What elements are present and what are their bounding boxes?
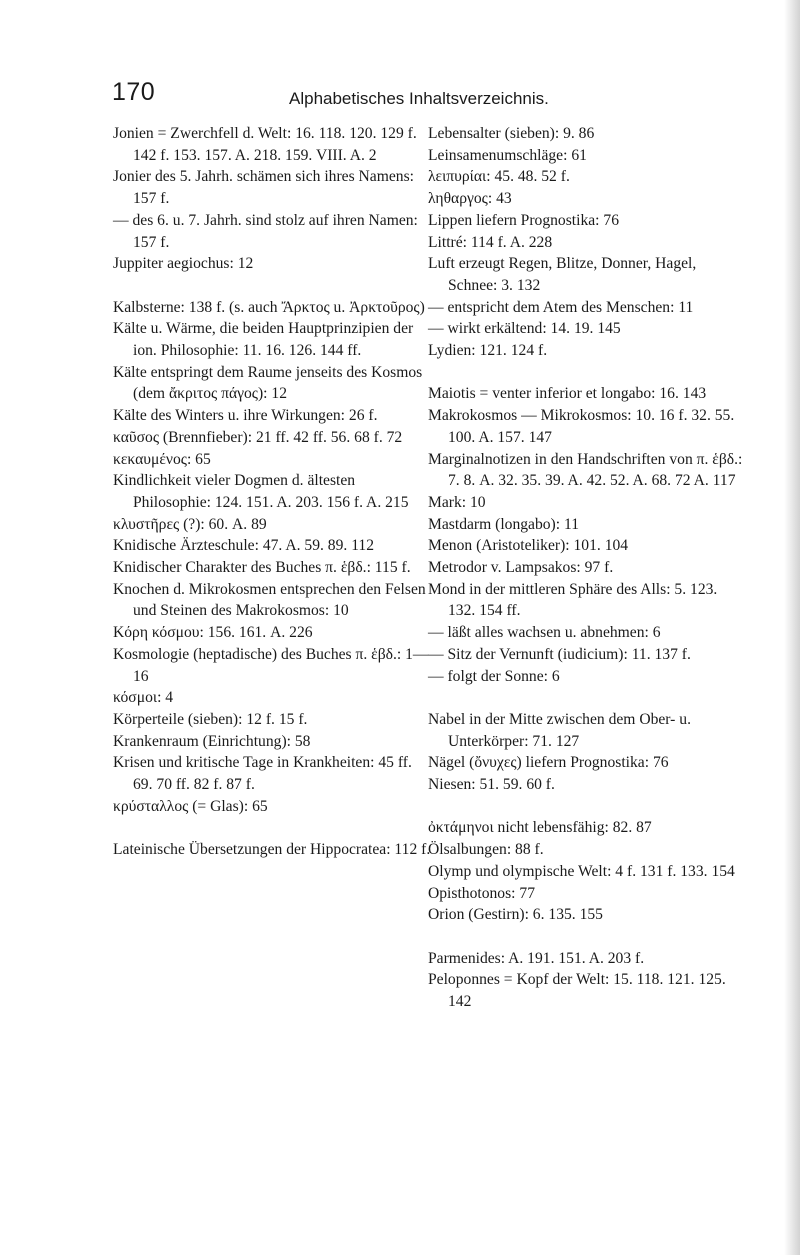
index-entry: κρύσταλλος (= Glas): 65 [113, 797, 268, 815]
running-head: Alphabetisches Inhaltsverzeichnis. [289, 89, 549, 108]
index-entry: Kälte entspringt dem Raume jenseits des Kosmos (dem ἄκριτος πάγος): 12 [113, 363, 423, 403]
section-gap [428, 926, 748, 948]
index-entry: Körperteile (sieben): 12 f. 15 f. [113, 710, 308, 728]
index-entry: κλυστῆρες (?): 60. A. 89 [113, 515, 267, 533]
index-entry: κόσμοι: 4 [113, 689, 174, 707]
index-entry: Jonien = Zwerchfell d. Welt: 16. 118. 120. 129 f. 142 f. 153. 157. A. 218. 159. VIII. A. 2 [113, 125, 417, 164]
index-entry: λειπυρίαι: 45. 48. 52 f. [428, 168, 570, 186]
index-entry: κεκαυμένος: 65 [113, 450, 211, 468]
page-edge-shadow [784, 0, 800, 1255]
index-entry: Marginalnotizen in den Handschriften von π. ἑβδ.: 7. 8. A. 32. 35. 39. A. 42. 52. A. 68. 72 A. 117 [428, 450, 743, 490]
index-entry: Kalbsterne: 138 f. (s. auch Ἄρκτος u. Ἀρκτοῦρος) [113, 298, 425, 316]
index-entry: Lebensalter (sieben): 9. 86 [428, 125, 595, 142]
index-entry: Peloponnes = Kopf der Welt: 15. 118. 121. 125. 142 [428, 971, 726, 1011]
index-entry: Maiotis = venter inferior et longabo: 16. 143 [428, 385, 707, 403]
index-entry: Knochen d. Mikrokosmen entsprechen den Felsen und Steinen des Makrokosmos: 10 [113, 580, 426, 620]
index-entry: Lateinische Übersetzungen der Hippocratea: 112 f. [113, 841, 431, 859]
index-entry: Juppiter aegiochus: 12 [113, 255, 254, 273]
index-entry: Kälte des Winters u. ihre Wirkungen: 26 f. [113, 407, 378, 425]
index-entry: Makrokosmos — Mikrokosmos: 10. 16 f. 32. 55. 100. A. 157. 147 [428, 407, 735, 446]
index-entry: Nägel (ὄνυχες) liefern Prognostika: 76 [428, 754, 669, 772]
index-entry: — entspricht dem Atem des Menschen: 11 [428, 298, 694, 316]
index-entry: Krisen und kritische Tage in Krankheiten: 45 ff. 69. 70 ff. 82 f. 87 f. [113, 754, 412, 794]
index-entry: Lippen liefern Prognostika: 76 [428, 211, 619, 229]
index-entry: ληθαργος: 43 [428, 190, 512, 208]
index-entry: Olymp und olympische Welt: 4 f. 131 f. 133. 154 [428, 862, 735, 880]
index-entry: Littré: 114 f. A. 228 [428, 233, 553, 251]
index-entry: Kindlichkeit vieler Dogmen d. ältesten Philosophie: 124. 151. A. 203. 156 f. A. 215 [113, 472, 409, 511]
index-entry: Nabel in der Mitte zwischen dem Ober- u. Unterkörper: 71. 127 [428, 710, 691, 750]
index-column-right [428, 123, 748, 1013]
index-entry: Krankenraum (Einrichtung): 58 [113, 732, 311, 750]
index-entry: Mastdarm (longabo): 11 [428, 515, 579, 533]
index-entry: Niesen: 51. 59. 60 f. [428, 776, 555, 794]
page-header [112, 78, 712, 112]
index-entry: Mond in der mittleren Sphäre des Alls: 5. 123. 132. 154 ff. [428, 580, 718, 620]
index-entry: — folgt der Sonne: 6 [428, 667, 560, 685]
index-entry: Parmenides: A. 191. 151. A. 203 f. [428, 949, 645, 967]
index-entry: — läßt alles wachsen u. abnehmen: 6 [428, 624, 661, 642]
section-gap [428, 362, 748, 384]
section-gap [113, 275, 433, 297]
index-entry: Mark: 10 [428, 493, 486, 511]
index-entry: Knidische Ärzteschule: 47. A. 59. 89. 112 [113, 537, 375, 555]
index-entry: Knidischer Charakter des Buches π. ἑβδ.: 115 f. [113, 559, 411, 577]
index-entry: Ölsalbungen: 88 f. [428, 841, 544, 859]
section-gap [428, 796, 748, 818]
index-entry: Jonier des 5. Jahrh. schämen sich ihres Namens: 157 f. [113, 168, 414, 208]
index-entry: — des 6. u. 7. Jahrh. sind stolz auf ihren Namen: 157 f. [113, 211, 418, 251]
index-column-left [113, 123, 433, 861]
index-entry: Orion (Gestirn): 6. 135. 155 [428, 906, 603, 924]
index-entry: ὀκτάμηνοι nicht lebensfähig: 82. 87 [428, 819, 652, 837]
section-gap [113, 817, 433, 839]
index-entry: — wirkt erkältend: 14. 19. 145 [428, 320, 621, 338]
index-entry: Metrodor v. Lampsakos: 97 f. [428, 559, 614, 577]
page-number: 170 [112, 78, 156, 106]
index-entry: Kosmologie (heptadische) des Buches π. ἑβδ.: 1—16 [113, 645, 429, 685]
index-entry: Luft erzeugt Regen, Blitze, Donner, Hagel, Schnee: 3. 132 [428, 255, 697, 294]
index-entry: Κόρη κόσμου: 156. 161. A. 226 [113, 624, 313, 642]
index-entry: Leinsamenumschläge: 61 [428, 146, 587, 164]
index-entry: Menon (Aristoteliker): 101. 104 [428, 537, 629, 555]
section-gap [428, 687, 748, 709]
index-entry: Opisthotonos: 77 [428, 884, 536, 902]
index-entry: Kälte u. Wärme, die beiden Hauptprinzipien der ion. Philosophie: 11. 16. 126. 144 ff. [113, 320, 414, 360]
index-entry: — Sitz der Vernunft (iudicium): 11. 137 f. [428, 645, 691, 663]
index-entry: Lydien: 121. 124 f. [428, 342, 548, 360]
index-entry: καῦσος (Brennfieber): 21 ff. 42 ff. 56. 68 f. 72 [113, 428, 403, 446]
